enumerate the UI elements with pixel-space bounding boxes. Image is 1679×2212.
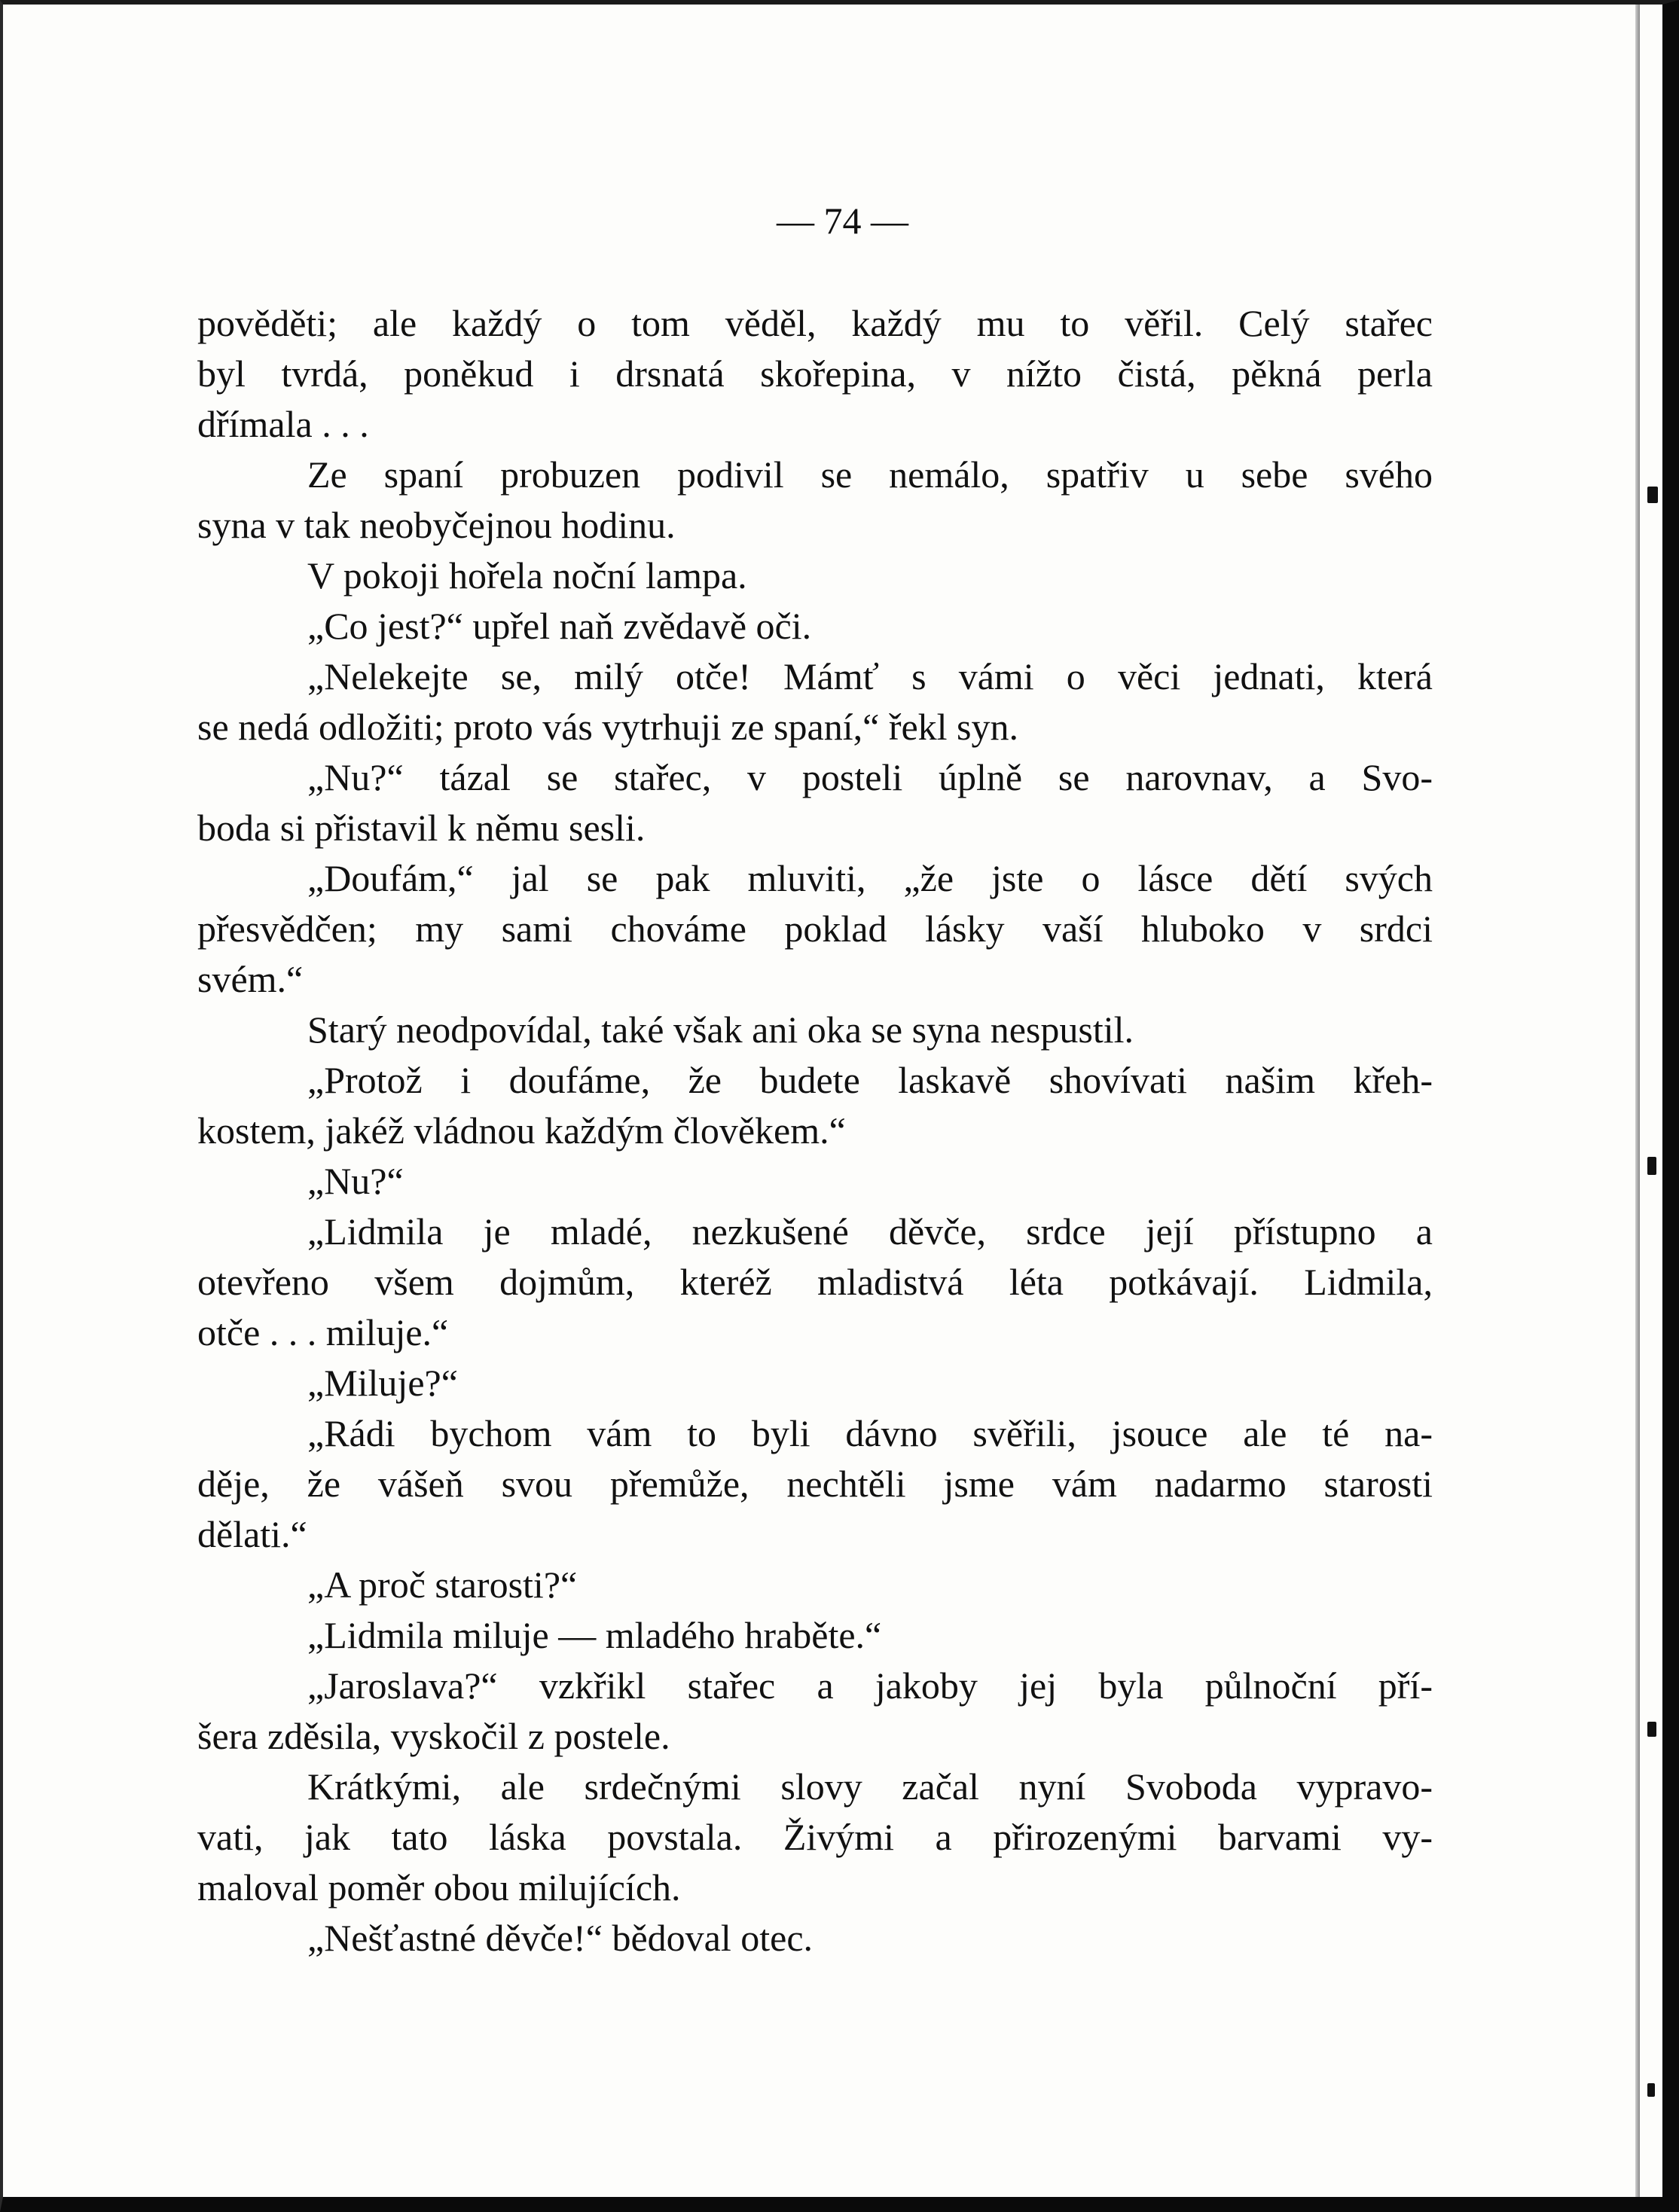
text-line: „Lidmila miluje — mladého hraběte.“: [307, 1614, 882, 1656]
text-line: Ze spaní probuzen podivil se nemálo, spatřiv u sebe svého: [307, 453, 1433, 496]
text-line: Krátkými, ale srdečnými slovy začal nyní Svoboda vypravo-: [307, 1765, 1433, 1808]
text-line: „Nelekejte se, milý otče! Mámť s vámi o věci jednati, která: [307, 655, 1433, 697]
text-line: boda si přistavil k němu sesli.: [197, 807, 646, 849]
text-line: přesvědčen; my sami chováme poklad lásky vaší hluboko v srdci: [197, 908, 1433, 950]
text-line: dělati.“: [197, 1513, 307, 1555]
text-line: „Protož i doufáme, že budete laskavě shovívati našim křeh-: [307, 1059, 1433, 1101]
text-line: „Nešťastné děvče!“ bědoval otec.: [307, 1917, 814, 1959]
text-line: „Jaroslava?“ vzkřikl stařec a jakoby jej byla půlnoční pří-: [307, 1664, 1433, 1707]
text-line: „Lidmila je mladé, nezkušené děvče, srdce její přístupno a: [307, 1210, 1433, 1252]
edge-mark: [1647, 1722, 1656, 1737]
text-line: „A proč starosti?“: [307, 1564, 578, 1606]
text-line: byl tvrdá, poněkud i drsnatá skořepina, v nížto čistá, pěkná perla: [197, 352, 1433, 395]
text-line: dřímala . . .: [197, 403, 369, 445]
edge-mark: [1647, 2083, 1655, 2097]
text-line: se nedá odložiti; proto vás vytrhuji ze spaní,“ řekl syn.: [197, 706, 1019, 748]
text-line: „Co jest?“ upřel naň zvědavě oči.: [307, 605, 812, 647]
text-line: „Rádi bychom vám to byli dávno svěřili, jsouce ale té na-: [307, 1412, 1433, 1454]
text-line: Starý neodpovídal, také však ani oka se syna nespustil.: [307, 1008, 1134, 1051]
text-line: syna v tak neobyčejnou hodinu.: [197, 504, 676, 546]
page-number: — 74 —: [777, 200, 908, 242]
text-line: otče . . . miluje.“: [197, 1311, 449, 1353]
text-line: šera zděsila, vyskočil z postele.: [197, 1715, 670, 1757]
text-line: maloval poměr obou milujících.: [197, 1866, 681, 1908]
text-line: „Nu?“ tázal se stařec, v posteli úplně se narovnav, a Svo-: [307, 756, 1433, 798]
text-line: „Doufám,“ jal se pak mluviti, „že jste o lásce dětí svých: [307, 857, 1433, 899]
text-line: vati, jak tato láska povstala. Živými a přirozenými barvami vy-: [197, 1816, 1433, 1858]
text-line: otevřeno všem dojmům, kteréž mladistvá léta potkávají. Lidmila,: [197, 1261, 1433, 1303]
text-line: svém.“: [197, 958, 304, 1000]
text-line: děje, že vášeň svou přemůže, nechtěli jsme vám nadarmo starosti: [197, 1463, 1433, 1505]
edge-mark: [1647, 1157, 1656, 1175]
text-line: pověděti; ale každý o tom věděl, každý mu to věřil. Celý stařec: [197, 302, 1433, 344]
text-line: kostem, jakéž vládnou každým člověkem.“: [197, 1109, 846, 1152]
edge-mark: [1647, 487, 1658, 503]
body-text: [197, 298, 1433, 1963]
text-line: „Miluje?“: [307, 1362, 458, 1404]
text-line: V pokoji hořela noční lampa.: [307, 554, 747, 596]
text-line: „Nu?“: [307, 1160, 404, 1202]
page-edge-shadow: [1635, 5, 1640, 2197]
